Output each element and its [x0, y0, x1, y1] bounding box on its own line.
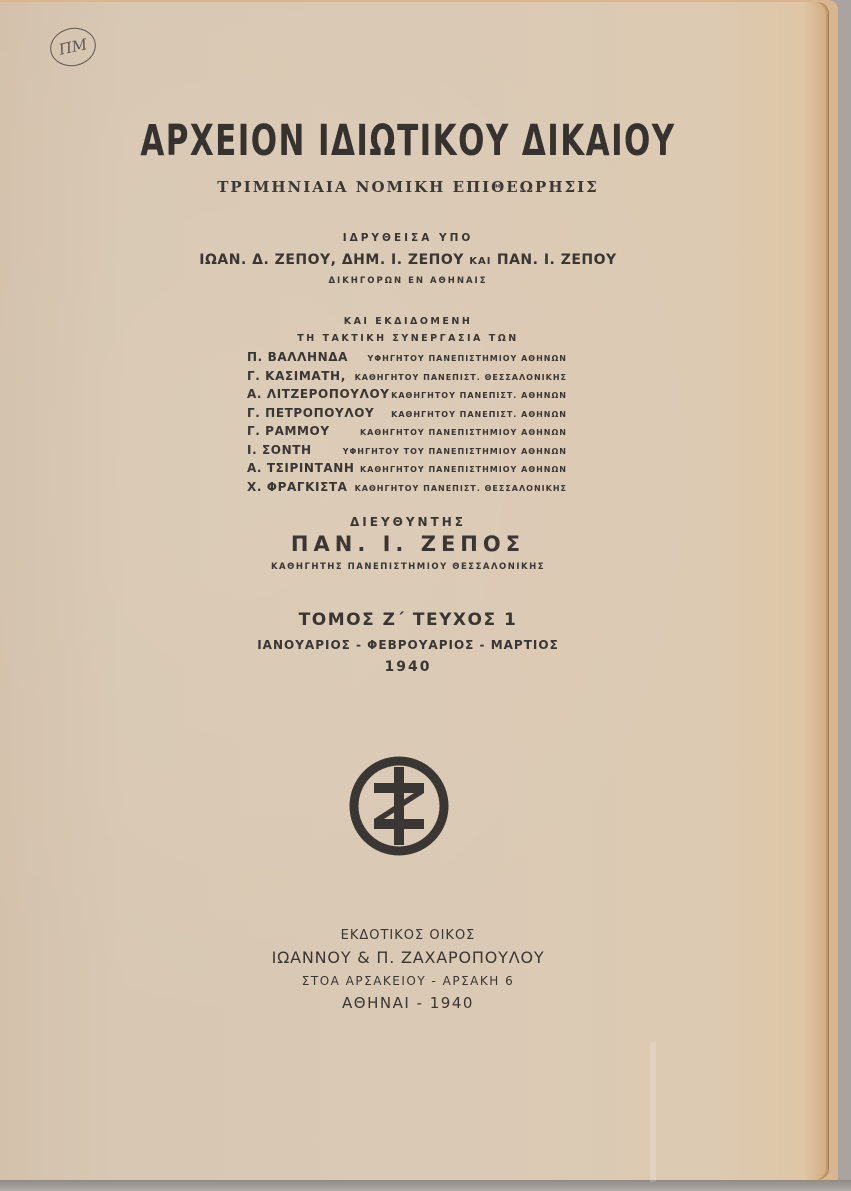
collaborator-row — [247, 387, 567, 406]
collaborator-title: ΚΑΘΗΓΗΤΟΥ ΠΑΝΕΠΙΣΤ. ΑΘΗΝΩΝ — [391, 409, 567, 419]
collaborator-name: Π. ΒΑΛΛΗΝΔΑ — [247, 350, 349, 364]
founders-line — [0, 252, 816, 268]
collaborator-title: ΥΦΗΓΗΤΟΥ ΤΟΥ ΠΑΝΕΠΙΣΤΗΜΙΟΥ ΑΘΗΝΩΝ — [342, 446, 567, 456]
founders-part1: ΙΩΑΝ. Δ. ΖΕΠΟΥ, ΔΗΜ. Ι. ΖΕΠΟΥ — [199, 252, 464, 268]
collaborator-row — [247, 406, 567, 425]
collaborator-title: ΚΑΘΗΓΗΤΟΥ ΠΑΝΕΠΙΣΤΗΜΙΟΥ ΑΘΗΝΩΝ — [359, 465, 567, 474]
founders-conjunction: ΚΑΙ — [469, 256, 492, 267]
director-name: ΠΑΝ. Ι. ΖΕΠΟΣ — [290, 532, 526, 556]
publisher-name: ΙΩΑΝΝΟΥ & Π. ΖΑΧΑΡΟΠΟΥΛΟΥ — [271, 948, 545, 967]
collaborator-title: ΥΦΗΓΗΤΟΥ ΠΑΝΕΠΙΣΤΗΜΙΟΥ ΑΘΗΝΩΝ — [367, 354, 567, 363]
handwritten-pencil-note: ΠΜ — [47, 24, 100, 71]
collaborator-row — [247, 443, 567, 462]
collaborator-name: Χ. ΦΡΑΓΚΙΣΤΑ — [247, 479, 348, 494]
collaborator-title: ΚΑΘΗΓΗΤΟΥ ΠΑΝΕΠΙΣΤ. ΘΕΣΣΑΛΟΝΙΚΗΣ — [354, 483, 567, 493]
founders-subtitle: ΔΙΚΗΓΟΡΩΝ ΕΝ ΑΘΗΝΑΙΣ — [328, 276, 488, 286]
collaborator-name: Α. ΛΙΤΖΕΡΟΠΟΥΛΟΥ — [247, 387, 390, 401]
journal-title: ΑΡΧΕΙΟΝ ΙΔΙΩΤΙΚΟΥ ΔΙΚΑΙΟΥ — [140, 116, 676, 166]
cover-page — [0, 2, 828, 1180]
collaboration-label: ΤΗ ΤΑΚΤΙΚΗ ΣΥΝΕΡΓΑΣΙΑ ΤΩΝ — [297, 333, 519, 344]
issue-year: 1940 — [384, 659, 432, 675]
collaborator-name: Γ. ΚΑΣΙΜΑΤΗ, — [247, 368, 346, 383]
paper-fold-mark — [650, 1042, 656, 1182]
collaborator-row — [247, 480, 567, 499]
collaborator-row — [247, 350, 567, 369]
founded-by-label: ΙΔΡΥΘΕΙΣΑ ΥΠΟ — [342, 232, 474, 244]
collaborator-name: Γ. ΡΑΜΜΟΥ — [247, 424, 330, 438]
publisher-city-year: ΑΘΗΝΑΙ - 1940 — [342, 994, 474, 1012]
publisher-label: ΕΚΔΟΤΙΚΟΣ ΟΙΚΟΣ — [340, 928, 476, 943]
journal-subtitle: ΤΡΙΜΗΝΙΑΙΑ ΝΟΜΙΚΗ ΕΠΙΘΕΩΡΗΣΙΣ — [217, 178, 599, 196]
published-label: ΚΑΙ ΕΚΔΙΔΟΜΕΝΗ — [343, 316, 473, 327]
collaborator-row — [247, 369, 567, 388]
issue-months: ΙΑΝΟΥΑΡΙΟΣ - ΦΕΒΡΟΥΑΡΙΟΣ - ΜΑΡΤΙΟΣ — [257, 638, 559, 652]
collaborator-name: Γ. ΠΕΤΡΟΠΟΥΛΟΥ — [247, 405, 375, 420]
collaborator-name: Α. ΤΣΙΡΙΝΤΑΝΗ — [247, 461, 355, 475]
volume-issue: ΤΟΜΟΣ Ζ΄ ΤΕΥΧΟΣ 1 — [298, 610, 518, 630]
collaborator-name: Ι. ΣΟΝΤΗ — [247, 442, 312, 457]
collaborator-title: ΚΑΘΗΓΗΤΟΥ ΠΑΝΕΠΙΣΤ. ΑΘΗΝΩΝ — [391, 391, 567, 400]
publisher-address: ΣΤΟΑ ΑΡΣΑΚΕΙΟΥ - ΑΡΣΑΚΗ 6 — [301, 974, 515, 988]
zeta-monogram-logo-icon — [347, 754, 451, 858]
collaborator-title: ΚΑΘΗΓΗΤΟΥ ΠΑΝΕΠΙΣΤ. ΘΕΣΣΑΛΟΝΙΚΗΣ — [354, 372, 567, 382]
collaborators-list — [247, 350, 567, 498]
director-subtitle: ΚΑΘΗΓΗΤΗΣ ΠΑΝΕΠΙΣΤΗΜΙΟΥ ΘΕΣΣΑΛΟΝΙΚΗΣ — [270, 562, 546, 572]
collaborator-row — [247, 424, 567, 443]
scanner-edge — [0, 1180, 851, 1191]
founders-part2: ΠΑΝ. Ι. ΖΕΠΟΥ — [496, 252, 617, 268]
director-label: ΔΙΕΥΘΥΝΤΗΣ — [350, 515, 466, 529]
collaborator-row — [247, 461, 567, 480]
collaborator-title: ΚΑΘΗΓΗΤΟΥ ΠΑΝΕΠΙΣΤΗΜΙΟΥ ΑΘΗΝΩΝ — [359, 428, 567, 437]
